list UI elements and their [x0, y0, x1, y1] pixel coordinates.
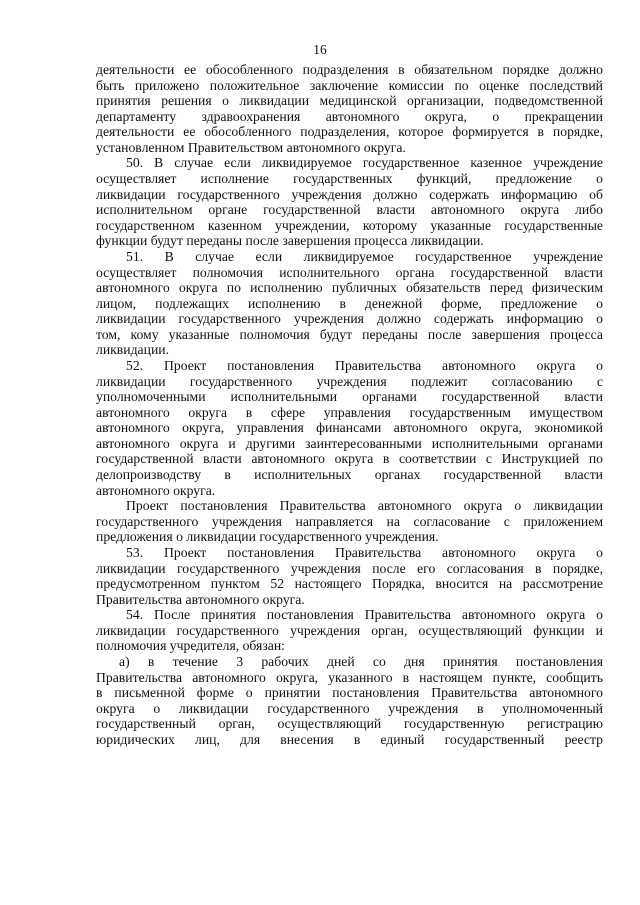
text-line: 54. После принятия постановления Правительства автономного округа о [126, 607, 603, 623]
text-line: департаменту здравоохранения автономного округа, о прекращении [96, 108, 603, 124]
text-line: юридических лиц, для внесения в единый государственный реестр [96, 731, 603, 747]
document-body [96, 62, 603, 747]
text-line: округа о ликвидации государственного учреждения в уполномоченный [96, 700, 603, 716]
text-line: ликвидации государственного учреждения должно содержать информацию о [96, 311, 603, 327]
text-line: а) в течение 3 рабочих дней со дня принятия постановления [119, 653, 603, 669]
text-line: деятельности ее обособленного подразделения в обязательном порядке должно [96, 62, 603, 77]
text-line: том, кому указанные полномочия будут переданы после завершения процесса [96, 326, 603, 342]
text-line: автономного округа в сфере управления государственным имуществом [96, 404, 603, 420]
text-line: автономного округа и другими заинтересованными исполнительными органами [96, 435, 603, 451]
text-line: 52. Проект постановления Правительства автономного округа о [126, 357, 603, 373]
text-line: государственном казенном учреждении, которому указанные государственные [96, 217, 603, 233]
text-line: ликвидации государственного учреждения после его согласования в порядке, [96, 560, 603, 576]
text-line: делопроизводству в исполнительных органах государственной власти [96, 467, 603, 483]
text-line: автономного округа по исполнению публичных обязательств перед физическим [96, 280, 603, 296]
text-line: осуществляет исполнение государственных функций, предложение о [96, 171, 603, 187]
text-line: ликвидации. [96, 342, 170, 358]
text-line: в письменной форме о принятии постановления Правительства автономного [96, 685, 603, 701]
text-line: государственной власти автономного округа в соответствии с Инструкцией по [96, 451, 603, 467]
text-line: 51. В случае если ликвидируемое государственное учреждение [126, 248, 603, 264]
text-line: ликвидации государственного учреждения орган, осуществляющий функции и [96, 622, 603, 638]
text-line: функции будут переданы после завершения процесса ликвидации. [96, 233, 484, 249]
text-line: лицом, подлежащих исполнению в денежной форме, предложение о [96, 295, 603, 311]
text-line: Правительства автономного округа, указанного в настоящем пункте, сообщить [96, 669, 603, 685]
text-line: ликвидации государственного учреждения должно содержать информацию об [96, 186, 603, 202]
text-line: полномочия учредителя, обязан: [96, 638, 285, 654]
text-line: предложения о ликвидации государственного учреждения. [96, 529, 439, 545]
text-line: исполнительном органе государственной власти автономного округа либо [96, 202, 603, 218]
text-line: ликвидации государственного учреждения подлежит согласованию с [96, 373, 603, 389]
text-line: государственного учреждения направляется на согласование с приложением [96, 513, 603, 529]
text-line: автономного округа, управления финансами автономного округа, экономикой [96, 420, 603, 436]
text-line: государственный орган, осуществляющий государственную регистрацию [96, 716, 603, 732]
text-line: 50. В случае если ликвидируемое государственное казенное учреждение [126, 155, 603, 171]
text-line: предусмотренном пунктом 52 настоящего Порядка, вносится на рассмотрение [96, 576, 603, 592]
text-line: быть приложено положительное заключение комиссии по оценке последствий [96, 77, 603, 93]
text-line: установленном Правительством автономного округа. [96, 139, 406, 155]
text-line: Правительства автономного округа. [96, 591, 305, 607]
text-line: уполномоченными исполнительными органами государственной власти [96, 389, 603, 405]
text-line: осуществляет полномочия исполнительного органа государственной власти [96, 264, 603, 280]
page-number: 16 [313, 42, 327, 57]
text-line: деятельности ее обособленного подразделения, которое формируется в порядке, [96, 124, 603, 140]
text-line: 53. Проект постановления Правительства автономного округа о [126, 544, 603, 560]
text-line: автономного округа. [96, 482, 216, 498]
text-line: Проект постановления Правительства автономного округа о ликвидации [126, 498, 603, 514]
text-line: принятия решения о ликвидации медицинской организации, подведомственной [96, 93, 603, 109]
